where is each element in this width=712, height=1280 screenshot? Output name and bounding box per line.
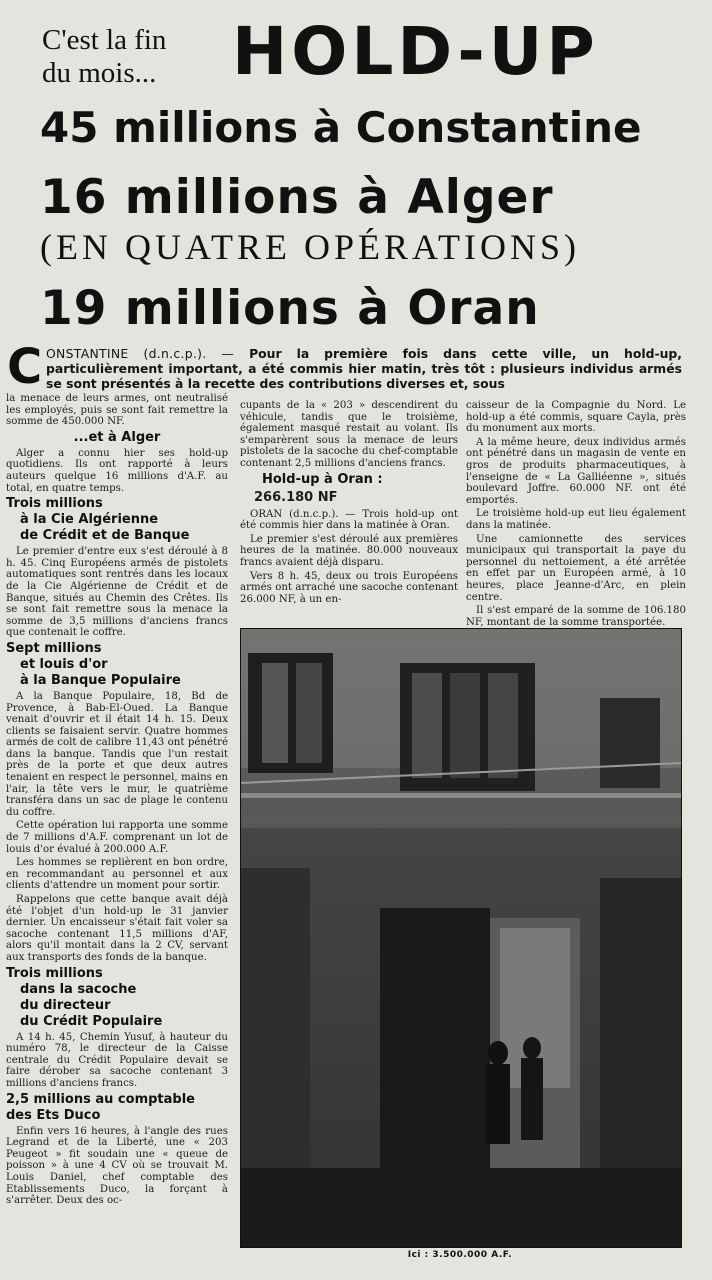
subheading-line: et louis d'or [20, 656, 108, 672]
subheading-line: de Crédit et de Banque [20, 528, 190, 544]
headline-oran: 19 millions à Oran [40, 281, 540, 336]
kicker [42, 24, 232, 90]
paragraph: Rappelons que cette banque avait déjà été l'objet d'un hold-up le 31 janvier dernier. Un encaisseur s'était fait voler sa sacoche contenant 11,5 millions d'AF, alors qu'il montait dans la 2 CV, servant aux transports des fonds de la banque. [6, 894, 228, 963]
subheading-oran: Hold-up à Oran : [262, 471, 383, 487]
paragraph: Le troisième hold-up eut lieu également dans la matinée. [466, 508, 686, 531]
lead-dateline: ONSTANTINE (d.n.c.p.). — [46, 346, 235, 361]
paragraph: Alger a connu hier ses hold-up quotidiens. Ils ont rapporté à leurs auteurs quelque 16 millions d'A.F. au total, en quatre temps. [6, 447, 228, 494]
headline-constantine: 45 millions à Constantine [40, 103, 642, 152]
paragraph: la menace de leurs armes, ont neutralisé les employés, puis se sont fait remettre la somme de 450.000 NF. [6, 393, 228, 428]
subheading-cie-algerienne [6, 496, 228, 544]
subheading-credit-populaire [6, 966, 228, 1030]
subheading-line: des Ets Duco [6, 1107, 101, 1123]
subheading-line: à la Cie Algérienne [20, 512, 159, 528]
subheading-line: dans la sacoche [20, 981, 137, 997]
subheading-line: du Crédit Populaire [20, 1013, 163, 1029]
subheading-line: du directeur [20, 997, 111, 1013]
subheading-line: Sept millions [6, 640, 102, 656]
paragraph: caisseur de la Compagnie du Nord. Le hold-up a été commis, square Cayla, près du monument aux morts. [466, 400, 686, 435]
subheading-line: Trois millions [6, 496, 103, 512]
paragraph: A la Banque Populaire, 18, Bd de Provence, à Bab-El-Oued. La Banque venait d'ouvrir et il était 14 h. 15. Deux clients se faisaient servir. Quatre hommes armés de colt de calibre 11,43 ont pénétré dans la banque. Tandis que l'un restait près de la porte et que deux autres tenaient en respect le personnel, mains en l'air, la tête vers le mur, le quatrième transféra dans un sac de plage le contenu du coffre. [6, 690, 228, 818]
kicker-line-2: du mois... [42, 57, 157, 89]
bank-photo [240, 628, 682, 1248]
lead-paragraph [46, 346, 682, 391]
paragraph: A 14 h. 45, Chemin Yusuf, à hauteur du numéro 78, le directeur de la Caisse centrale du Crédit Populaire devait se faire dérober sa sacoche contenant 3 millions d'anciens francs. [6, 1031, 228, 1089]
oran-total: 266.180 NF [254, 489, 338, 505]
subheading-line: à la Banque Populaire [20, 672, 181, 688]
photo-caption: Ici : 3.500.000 A.F. [407, 1250, 512, 1260]
paragraph: A la même heure, deux individus armés ont pénétré dans un magasin de vente en gros de produits pharmaceutiques, à l'enseigne de « La Galliéenne », situés boulevard Joffre. 60.000 NF. ont été emportés. [466, 436, 686, 506]
paragraph: Cette opération lui rapporta une somme de 7 millions d'A.F. comprenant un lot de louis d'or évalué à 200.000 A.F. [6, 820, 228, 855]
paragraph: ORAN (d.n.c.p.). — Trois hold-up ont été commis hier dans la matinée à Oran. [240, 508, 458, 532]
paragraph: Enfin vers 16 heures, à l'angle des rues Legrand et de la Liberté, une « 203 Peugeot » fit soudain une « queue de poisson » à une 4 CV où se trouvait M. Louis Daniel, chef comptable des Etablissements Duco, la forçant à s'arrêter. Deux des oc- [6, 1125, 228, 1207]
drop-cap: C [7, 339, 43, 395]
headline-alger: 16 millions à Alger [40, 170, 554, 225]
headline-quatre-operations: (EN QUATRE OPÉRATIONS) [40, 227, 580, 267]
paragraph: cupants de la « 203 » descendirent du véhicule, tandis que le troisième, également masqué restait au volant. Ils s'emparèrent sous la menace de leurs pistolets de la sacoche du chef-comptable contenant 2,5 millions d'anciens francs. [240, 400, 458, 469]
subheading-duco [6, 1092, 228, 1124]
subheading-line: 2,5 millions au comptable [6, 1091, 195, 1107]
kicker-line-1: C'est la fin [42, 24, 167, 56]
bank-building-image [240, 628, 682, 1248]
paragraph: Vers 8 h. 45, deux ou trois Européens armés ont arraché une sacoche contenant 26.000 NF, à un en- [240, 570, 458, 605]
paragraph: Le premier d'entre eux s'est déroulé à 8 h. 45. Cinq Européens armés de pistolets automatiques sont rentrés dans les locaux de la Cie Algérienne de Crédit et de Banque, situés au Chemin des Crêtes. Ils se sont fait remettre sous la menace la somme de 3,5 millions d'anciens francs que contenait le coffre. [6, 546, 228, 639]
paragraph: Il s'est emparé de la somme de 106.180 NF, montant de la somme transportée. [466, 605, 686, 628]
column-1 [6, 393, 228, 1209]
column-3 [466, 400, 686, 630]
subheading-alger: ...et à Alger [73, 429, 161, 445]
lead-text: Pour la première fois dans cette ville, un hold-up, particulièrement important, a été commis hier matin, très tôt : plusieurs individus armés se sont présentés à la recette des contributions diverses et, sous [46, 346, 682, 391]
paragraph: Une camionnette des services municipaux qui transportait la paye du personnel du nettoiement, a été arrêtée en effet par un Européen armé, à 10 heures, place Jeanne-d'Arc, en plein centre. [466, 533, 686, 603]
subheading-banque-populaire [6, 641, 228, 689]
paragraph: Le premier s'est déroulé aux premières heures de la matinée. 80.000 nouveaux francs avaient déjà disparu. [240, 533, 458, 568]
main-headline: HOLD-UP [232, 13, 599, 90]
paragraph: Les hommes se replièrent en bon ordre, en recommandant au personnel et aux clients d'attendre un moment pour sortir. [6, 857, 228, 892]
subheading-line: Trois millions [6, 965, 103, 981]
column-2 [240, 400, 458, 607]
